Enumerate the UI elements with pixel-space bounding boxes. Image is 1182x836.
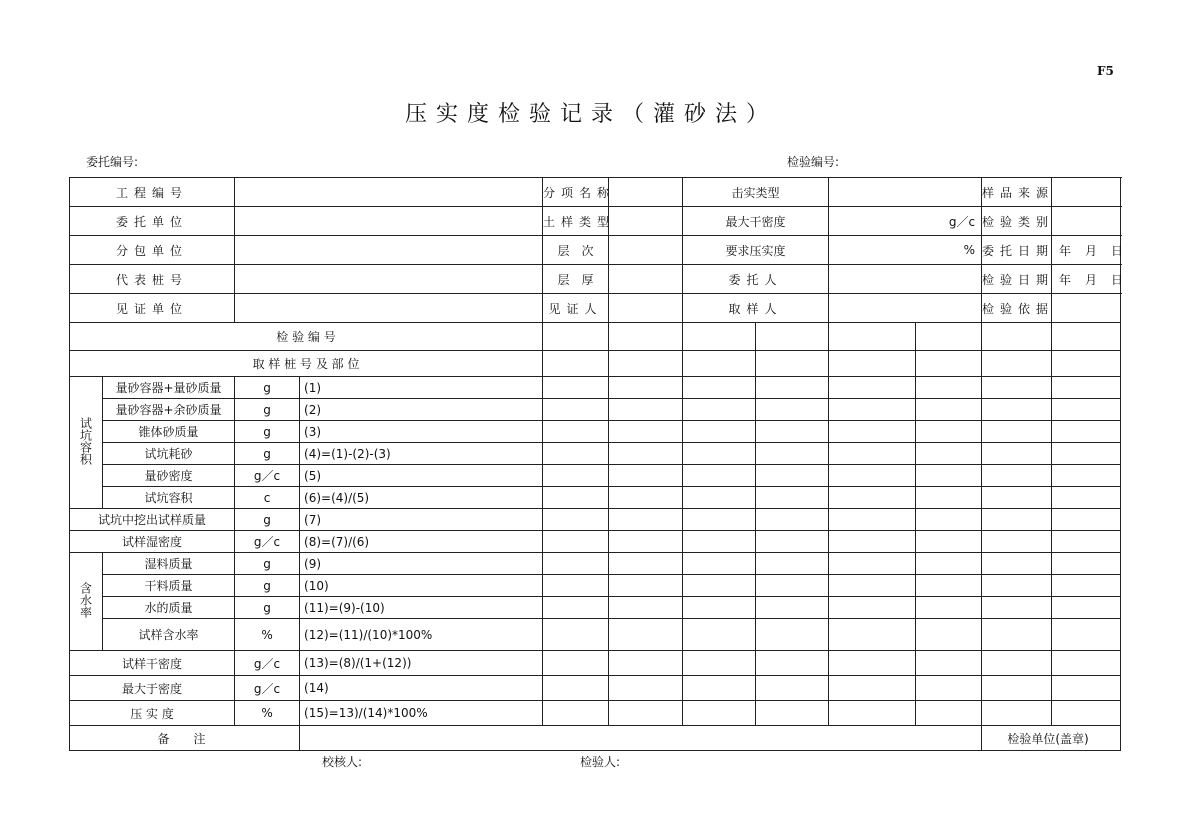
data-cell[interactable] — [1052, 597, 1121, 619]
data-cell[interactable] — [982, 575, 1052, 597]
data-cell[interactable] — [982, 509, 1052, 531]
item-row — [70, 421, 1121, 443]
item-label: 量砂密度 — [103, 465, 235, 487]
remark-value[interactable] — [300, 726, 982, 751]
header-label: 代表桩号 — [70, 265, 235, 294]
item-row — [70, 701, 1121, 726]
data-cell[interactable] — [916, 421, 982, 443]
data-cell[interactable] — [683, 443, 756, 465]
data-cell[interactable] — [982, 553, 1052, 575]
data-cell[interactable] — [916, 701, 982, 726]
header-label: 击实类型 — [683, 178, 829, 207]
data-cell[interactable] — [916, 553, 982, 575]
data-cell[interactable] — [829, 487, 916, 509]
data-cell[interactable] — [916, 509, 982, 531]
data-cell[interactable] — [829, 509, 916, 531]
day-label: 日 — [1111, 272, 1124, 287]
item-row — [70, 597, 1121, 619]
data-cell[interactable] — [916, 676, 982, 701]
data-cell[interactable] — [916, 377, 982, 399]
item-label: 试坑容积 — [103, 487, 235, 509]
item-row — [70, 531, 1121, 553]
data-cell[interactable] — [982, 676, 1052, 701]
item-row — [70, 509, 1121, 531]
item-formula: (7) — [300, 509, 543, 531]
header-label: 检验日期 — [982, 265, 1052, 294]
data-cell[interactable] — [916, 443, 982, 465]
group-water-label: 含水率 — [70, 553, 103, 651]
item-row — [70, 619, 1121, 651]
header-label: 工程编号 — [70, 178, 235, 207]
data-cell[interactable] — [609, 553, 683, 575]
remark-row — [70, 726, 1121, 751]
item-formula: (5) — [300, 465, 543, 487]
value-cell[interactable] — [235, 265, 543, 294]
header-label: 委托人 — [683, 265, 829, 294]
header-label: 见证单位 — [70, 294, 235, 323]
data-cell[interactable] — [543, 351, 609, 377]
data-cell[interactable] — [756, 421, 829, 443]
item-label: 试样干密度 — [70, 651, 235, 676]
data-cell[interactable] — [683, 619, 756, 651]
item-formula: (1) — [300, 377, 543, 399]
item-unit: g — [235, 575, 300, 597]
item-label: 试坑中挖出试样质量 — [70, 509, 235, 531]
data-cell[interactable] — [756, 377, 829, 399]
data-cell[interactable] — [1052, 531, 1121, 553]
data-cell[interactable] — [982, 399, 1052, 421]
data-cell[interactable] — [543, 597, 609, 619]
data-cell[interactable] — [829, 377, 916, 399]
value-cell[interactable] — [609, 178, 683, 207]
data-cell[interactable] — [916, 487, 982, 509]
header-label: 分项名称 — [543, 178, 609, 207]
unit-cell[interactable]: g／c — [829, 207, 982, 236]
data-cell[interactable] — [609, 443, 683, 465]
data-cell[interactable] — [609, 323, 683, 351]
item-label: 锥体砂质量 — [103, 421, 235, 443]
data-cell[interactable] — [1052, 651, 1121, 676]
item-row — [70, 651, 1121, 676]
header-label: 取样人 — [683, 294, 829, 323]
row-label: 取 样 桩 号 及 部 位 — [70, 351, 543, 377]
item-unit: g — [235, 509, 300, 531]
item-label: 湿料质量 — [103, 553, 235, 575]
data-cell[interactable] — [756, 509, 829, 531]
item-label: 压 实 度 — [70, 701, 235, 726]
item-formula: (12)=(11)/(10)*100% — [300, 619, 543, 651]
data-cell[interactable] — [829, 676, 916, 701]
month-label: 月 — [1085, 272, 1098, 287]
value-cell[interactable] — [829, 294, 982, 323]
items-body — [70, 377, 1121, 726]
item-formula: (6)=(4)/(5) — [300, 487, 543, 509]
data-cell[interactable] — [1052, 619, 1121, 651]
data-cell[interactable] — [1052, 421, 1121, 443]
data-cell[interactable] — [916, 351, 982, 377]
header-row-4 — [70, 265, 1121, 294]
data-cell[interactable] — [683, 351, 756, 377]
data-cell[interactable] — [756, 443, 829, 465]
item-unit: g／c — [235, 676, 300, 701]
value-cell[interactable] — [609, 236, 683, 265]
header-label: 层 次 — [543, 236, 609, 265]
header-label: 检验依据 — [982, 294, 1052, 323]
data-cell[interactable] — [756, 399, 829, 421]
header-label: 委托单位 — [70, 207, 235, 236]
record-table — [69, 177, 1124, 751]
item-formula: (9) — [300, 553, 543, 575]
data-cell[interactable] — [829, 531, 916, 553]
item-label: 水的质量 — [103, 597, 235, 619]
data-cell[interactable] — [756, 553, 829, 575]
item-formula: (14) — [300, 676, 543, 701]
item-label: 试样湿密度 — [70, 531, 235, 553]
value-cell[interactable] — [235, 236, 543, 265]
data-cell[interactable] — [756, 487, 829, 509]
header-row-3 — [70, 236, 1121, 265]
data-cell[interactable] — [756, 323, 829, 351]
data-cell[interactable] — [683, 509, 756, 531]
data-cell[interactable] — [543, 399, 609, 421]
item-row — [70, 465, 1121, 487]
item-row — [70, 443, 1121, 465]
data-cell[interactable] — [1052, 509, 1121, 531]
header-label: 最大干密度 — [683, 207, 829, 236]
data-cell[interactable] — [982, 597, 1052, 619]
data-cell[interactable] — [829, 619, 916, 651]
item-formula: (3) — [300, 421, 543, 443]
data-cell[interactable] — [916, 399, 982, 421]
data-cell[interactable] — [543, 443, 609, 465]
inspection-number-label: 检验编号: — [787, 155, 840, 169]
data-cell[interactable] — [683, 676, 756, 701]
data-cell[interactable] — [543, 531, 609, 553]
data-cell[interactable] — [543, 575, 609, 597]
data-cell[interactable] — [609, 465, 683, 487]
value-cell[interactable] — [829, 265, 982, 294]
header-label: 委托日期 — [982, 236, 1052, 265]
header-label: 层 厚 — [543, 265, 609, 294]
data-cell[interactable] — [543, 377, 609, 399]
item-unit: % — [235, 619, 300, 651]
item-label: 量砂容器+余砂质量 — [103, 399, 235, 421]
item-formula: (8)=(7)/(6) — [300, 531, 543, 553]
data-cell[interactable] — [1052, 443, 1121, 465]
year-label: 年 — [1059, 243, 1072, 258]
data-cell[interactable] — [609, 377, 683, 399]
data-cell[interactable] — [916, 465, 982, 487]
data-cell[interactable] — [829, 323, 916, 351]
data-cell[interactable] — [1052, 553, 1121, 575]
value-cell[interactable] — [609, 207, 683, 236]
header-row-5 — [70, 294, 1121, 323]
data-cell[interactable] — [982, 443, 1052, 465]
data-cell[interactable] — [756, 701, 829, 726]
item-unit: g — [235, 377, 300, 399]
item-label: 试坑耗砂 — [103, 443, 235, 465]
item-formula: (15)=13)/(14)*100% — [300, 701, 543, 726]
value-cell[interactable] — [1052, 178, 1121, 207]
form-code: F5 — [1097, 64, 1114, 78]
header-row-1 — [70, 178, 1121, 207]
item-unit: g — [235, 597, 300, 619]
item-unit: g — [235, 553, 300, 575]
data-cell[interactable] — [683, 651, 756, 676]
data-cell[interactable] — [683, 597, 756, 619]
data-cell[interactable] — [683, 487, 756, 509]
data-cell[interactable] — [543, 701, 609, 726]
reviewer-label: 校核人: — [322, 755, 363, 769]
data-cell[interactable] — [1052, 701, 1121, 726]
data-cell[interactable] — [756, 465, 829, 487]
item-formula: (11)=(9)-(10) — [300, 597, 543, 619]
entrust-number-label: 委托编号: — [86, 155, 139, 169]
item-label: 干料质量 — [103, 575, 235, 597]
data-cell[interactable] — [1052, 377, 1121, 399]
data-cell[interactable] — [982, 651, 1052, 676]
data-cell[interactable] — [829, 465, 916, 487]
data-cell[interactable] — [543, 651, 609, 676]
header-label: 土样类型 — [543, 207, 609, 236]
data-cell[interactable] — [683, 553, 756, 575]
data-cell[interactable] — [916, 597, 982, 619]
data-cell[interactable] — [982, 487, 1052, 509]
date-cell[interactable] — [1052, 265, 1124, 294]
data-cell[interactable] — [543, 421, 609, 443]
data-cell[interactable] — [683, 575, 756, 597]
item-label: 最大于密度 — [70, 676, 235, 701]
data-cell[interactable] — [609, 487, 683, 509]
item-unit: g／c — [235, 465, 300, 487]
data-cell[interactable] — [916, 651, 982, 676]
item-formula: (10) — [300, 575, 543, 597]
data-cell[interactable] — [543, 465, 609, 487]
data-cell[interactable] — [756, 597, 829, 619]
header-label: 样品来源 — [982, 178, 1052, 207]
group-pit-label: 试坑容积 — [70, 377, 103, 509]
item-unit: g — [235, 421, 300, 443]
data-cell[interactable] — [756, 575, 829, 597]
data-cell[interactable] — [683, 323, 756, 351]
data-cell[interactable] — [609, 531, 683, 553]
data-cell[interactable] — [916, 619, 982, 651]
value-cell[interactable] — [609, 265, 683, 294]
data-cell[interactable] — [609, 701, 683, 726]
data-cell[interactable] — [609, 619, 683, 651]
header-row-2 — [70, 207, 1121, 236]
item-label: 试样含水率 — [103, 619, 235, 651]
row-label: 检 验 编 号 — [70, 323, 543, 351]
data-cell[interactable] — [543, 619, 609, 651]
item-formula: (13)=(8)/(1+(12)) — [300, 651, 543, 676]
data-cell[interactable] — [683, 701, 756, 726]
date-cell[interactable] — [1052, 236, 1124, 265]
data-cell[interactable] — [1052, 676, 1121, 701]
data-cell[interactable] — [683, 399, 756, 421]
day-label: 日 — [1111, 243, 1124, 258]
data-cell[interactable] — [982, 465, 1052, 487]
item-unit: g／c — [235, 531, 300, 553]
data-cell[interactable] — [543, 509, 609, 531]
header-label: 见证人 — [543, 294, 609, 323]
remark-label: 备 注 — [70, 726, 300, 751]
stamp-label: 检验单位(盖章) — [982, 726, 1121, 751]
item-row — [70, 676, 1121, 701]
item-formula: (2) — [300, 399, 543, 421]
value-cell[interactable] — [235, 178, 543, 207]
data-cell[interactable] — [829, 443, 916, 465]
data-cell[interactable] — [609, 575, 683, 597]
inspector-label: 检验人: — [580, 755, 621, 769]
data-cell[interactable] — [683, 421, 756, 443]
value-cell[interactable] — [235, 207, 543, 236]
data-cell[interactable] — [829, 651, 916, 676]
data-cell[interactable] — [1052, 323, 1121, 351]
data-cell[interactable] — [829, 553, 916, 575]
data-cell[interactable] — [609, 676, 683, 701]
item-unit: g — [235, 399, 300, 421]
data-cell[interactable] — [543, 553, 609, 575]
data-cell[interactable] — [683, 531, 756, 553]
data-cell[interactable] — [829, 597, 916, 619]
data-cell[interactable] — [683, 377, 756, 399]
data-cell[interactable] — [829, 351, 916, 377]
sample-pile-row — [70, 351, 1121, 377]
value-cell[interactable] — [1052, 294, 1121, 323]
item-row — [70, 377, 1121, 399]
value-cell[interactable] — [609, 294, 683, 323]
data-cell[interactable] — [756, 351, 829, 377]
data-cell[interactable] — [916, 323, 982, 351]
data-cell[interactable] — [982, 377, 1052, 399]
header-label: 要求压实度 — [683, 236, 829, 265]
item-label: 量砂容器+量砂质量 — [103, 377, 235, 399]
data-cell[interactable] — [609, 399, 683, 421]
item-unit: g — [235, 443, 300, 465]
data-cell[interactable] — [756, 651, 829, 676]
value-cell[interactable] — [829, 178, 982, 207]
item-row — [70, 575, 1121, 597]
data-cell[interactable] — [982, 701, 1052, 726]
data-cell[interactable] — [982, 421, 1052, 443]
data-cell[interactable] — [829, 701, 916, 726]
item-row — [70, 487, 1121, 509]
data-cell[interactable] — [683, 465, 756, 487]
item-formula: (4)=(1)-(2)-(3) — [300, 443, 543, 465]
data-cell[interactable] — [1052, 351, 1121, 377]
month-label: 月 — [1085, 243, 1098, 258]
data-cell[interactable] — [829, 399, 916, 421]
item-unit: g／c — [235, 651, 300, 676]
data-cell[interactable] — [916, 575, 982, 597]
data-cell[interactable] — [543, 323, 609, 351]
data-cell[interactable] — [543, 487, 609, 509]
data-cell[interactable] — [1052, 399, 1121, 421]
item-row — [70, 399, 1121, 421]
data-cell[interactable] — [756, 676, 829, 701]
data-cell[interactable] — [609, 509, 683, 531]
data-cell[interactable] — [1052, 575, 1121, 597]
data-cell[interactable] — [829, 575, 916, 597]
data-cell[interactable] — [543, 676, 609, 701]
item-unit: c — [235, 487, 300, 509]
item-row — [70, 553, 1121, 575]
value-cell[interactable] — [235, 294, 543, 323]
data-cell[interactable] — [756, 619, 829, 651]
header-label: 检验类别 — [982, 207, 1052, 236]
inspect-number-row — [70, 323, 1121, 351]
header-label: 分包单位 — [70, 236, 235, 265]
data-cell[interactable] — [916, 531, 982, 553]
data-cell[interactable] — [609, 651, 683, 676]
data-cell[interactable] — [982, 351, 1052, 377]
page-title: 压实度检验记录（灌砂法） — [404, 102, 777, 127]
data-cell[interactable] — [982, 619, 1052, 651]
data-cell[interactable] — [756, 531, 829, 553]
data-cell[interactable] — [982, 531, 1052, 553]
data-cell[interactable] — [829, 421, 916, 443]
value-cell[interactable] — [1052, 207, 1121, 236]
data-cell[interactable] — [982, 323, 1052, 351]
year-label: 年 — [1059, 272, 1072, 287]
data-cell[interactable] — [609, 351, 683, 377]
unit-cell[interactable]: % — [829, 236, 982, 265]
data-cell[interactable] — [1052, 487, 1121, 509]
data-cell[interactable] — [609, 421, 683, 443]
data-cell[interactable] — [609, 597, 683, 619]
data-cell[interactable] — [1052, 465, 1121, 487]
item-unit: % — [235, 701, 300, 726]
